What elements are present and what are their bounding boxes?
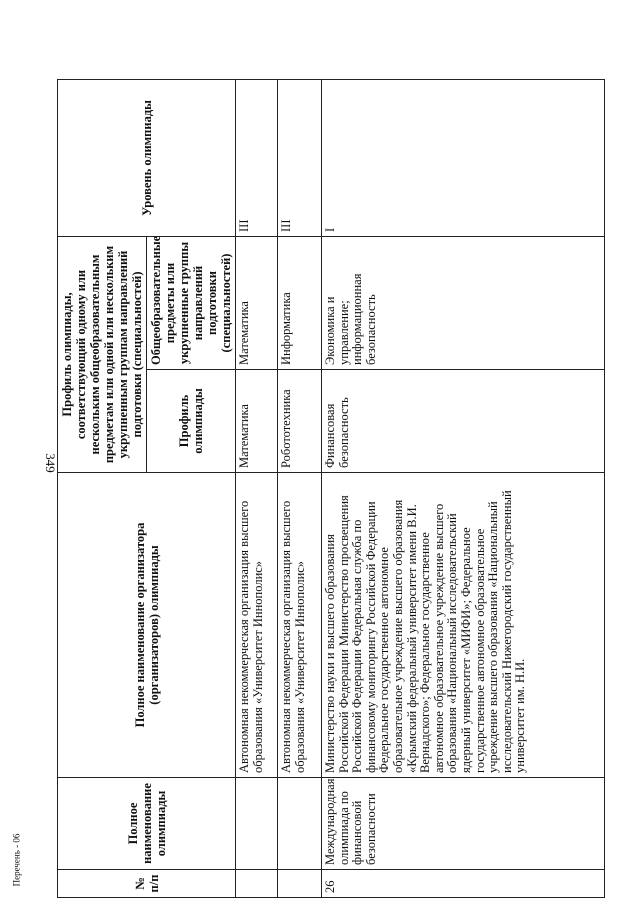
header-name: Полное наименование олимпиады	[58, 778, 236, 870]
cell-subjects: Экономика и управление; информационная безопасность	[322, 236, 605, 369]
cell-organizer: Автономная некоммерческая организация высшего образования «Университет Иннополис»	[236, 473, 278, 778]
header-num: № п/п	[58, 870, 236, 898]
cell-profile: Финансовая безопасность	[322, 370, 605, 473]
footer-text: Перечень - 06	[11, 833, 22, 887]
cell-profile: Математика	[236, 370, 278, 473]
cell-num	[236, 870, 278, 898]
header-subjects: Общеобразовательные предметы или укрупненные группы направлений подготовки (специальностей)	[147, 236, 236, 369]
cell-level: I	[322, 79, 605, 236]
header-profile-group: Профиль олимпиады, соответствующий одному или нескольким общеобразовательным предметам или одной или нескольким укрупненным группам направлений подготовки (специальностей)	[58, 236, 147, 472]
cell-organizer: Автономная некоммерческая организация высшего образования «Университет Иннополис»	[278, 473, 322, 778]
cell-level: III	[236, 79, 278, 236]
table-row	[322, 79, 605, 897]
cell-level: III	[278, 79, 322, 236]
cell-profile: Робототехника	[278, 370, 322, 473]
header-level: Уровень олимпиады	[58, 79, 236, 236]
cell-organizer: Министерство науки и высшего образования Российской Федерации Министерство просвещения Российской Федерации Федеральная служба по финансовому мониторингу Российской Федерации Федеральное государственное автономное образовательное учреждение высшего образования «Крымский федеральный университет имени В.И. Вернадского»; Федеральное государственное автономное образовательное учреждение высшего образования «Национальный исследовательский ядерный университет «МИФИ»; Федеральное государственное автономное образовательное учреждение высшего образования «Национальный исследовательский Нижегородский государственный университет им. Н.И.	[322, 473, 605, 778]
cell-name	[236, 778, 278, 870]
footer	[0, 835, 40, 895]
header-organizer: Полное наименование организатора (организаторов) олимпиады	[58, 473, 236, 778]
cell-subjects: Математика	[236, 236, 278, 369]
header-profile: Профиль олимпиады	[147, 370, 236, 473]
rotated-table-page	[57, 80, 605, 898]
table-row	[278, 79, 322, 897]
olympiad-table	[57, 79, 605, 898]
page-number: 349	[42, 453, 58, 473]
table-row	[236, 79, 278, 897]
cell-subjects: Информатика	[278, 236, 322, 369]
cell-name	[278, 778, 322, 870]
cell-num	[278, 870, 322, 898]
cell-num: 26	[322, 870, 605, 898]
cell-name: Международная олимпиада по финансовой безопасности	[322, 778, 605, 870]
